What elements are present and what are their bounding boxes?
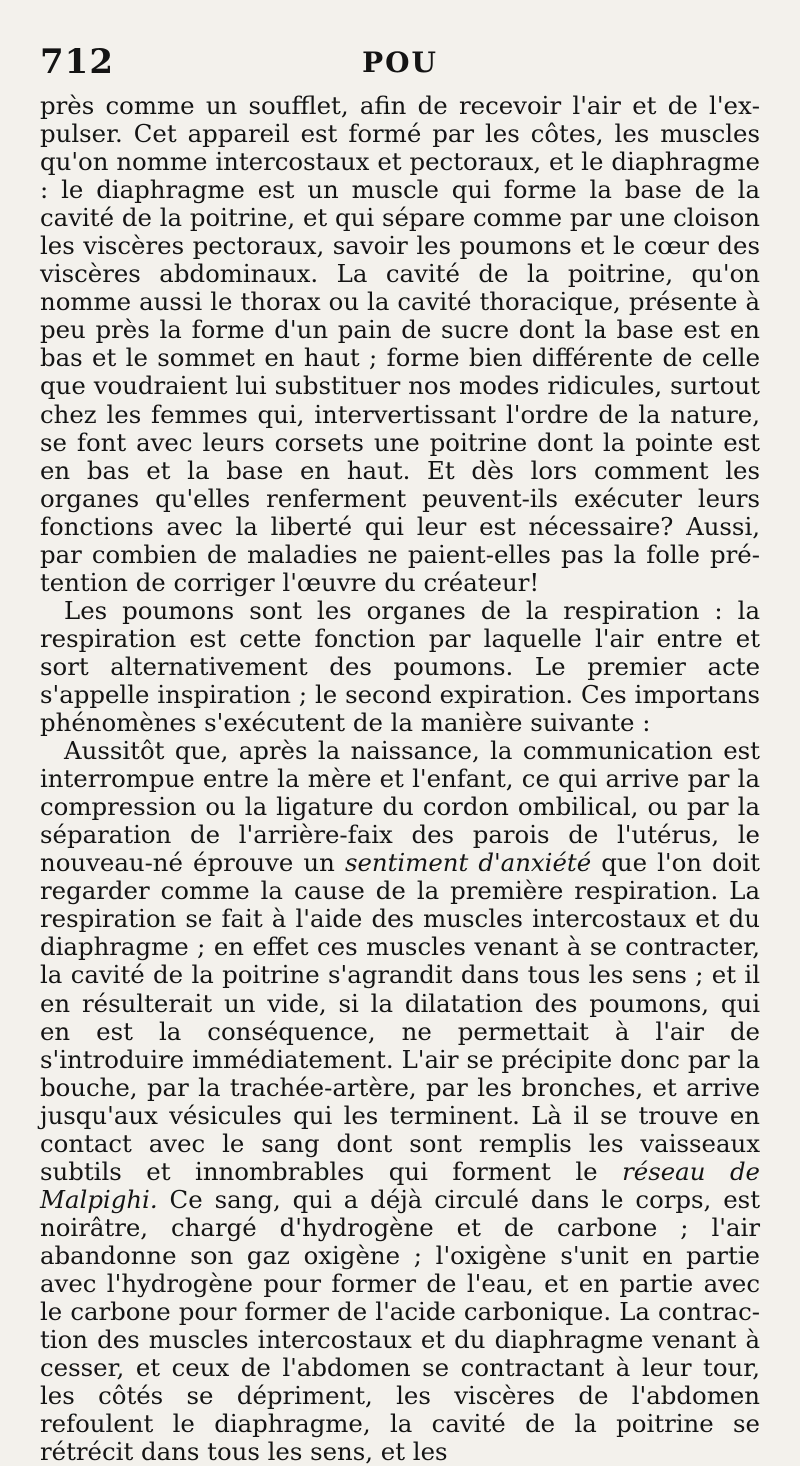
page-header [40, 42, 760, 92]
paragraph-2 [40, 597, 760, 737]
page-number: 712 [40, 42, 114, 82]
paragraph-text: que l'on doit regarder comme la cause de la première respiration. La respiration se fait à l'aide des muscles intercostaux et du diaphragme ; en effet ces muscles venant à se contracter, la cavité de la poitrine s'agrandit dans tous les sens ; et il en résulterait un vide, si la dilatation des poumons, qui en est la conséquence, ne permettait à l'air de s'introduire immédiatement. L'air se précipite donc par la bouche, par la trachée-artère, par les bronches, et arrive jusqu'aux vésicules qui les terminent. Là il se trouve en contact avec le sang dont sont remplis les vaisseaux subtils et innombrables qui forment le [40, 848, 760, 1186]
paragraph-1 [40, 92, 760, 597]
italic-phrase: sentiment d'anxiété [344, 848, 592, 878]
paragraph-text: Ce sang, qui a déjà circulé dans le corps, est noirâtre, chargé d'hydrogène et de carbone ; l'air abandonne son gaz oxigène ; l'oxigène s'unit en partie avec l'hydrogène pour former de l'eau, et en partie avec le carbone pour former de l'acide carbonique. La contraction des muscles intercostaux et du diaphragme venant à cesser, et ceux de l'abdomen se contractant à leur tour, les côtés se dépriment, les viscères de l'abdomen refoulent le diaphragme, la cavité de la poitrine se rétrécit dans tous les sens, et les [40, 1184, 760, 1466]
running-head: POU [362, 46, 438, 79]
paragraph-text: Les poumons sont les organes de la respiration : la respiration est cette fonction par laquelle l'air entre et sort alternativement des poumons. Le premier acte s'appelle inspiration ; le second expiration. Ces importans phénomènes s'exécutent de la manière suivante : [40, 595, 760, 738]
paragraph-3 [40, 737, 760, 1466]
paragraph-text: près comme un soufflet, afin de recevoir l'air et de l'expulser. Cet appareil est formé par les côtes, les muscles qu'on nomme intercostaux et pectoraux, et le diaphragme : le diaphragme est un muscle qui forme la base de la cavité de la poitrine, et qui sépare comme par une cloison les viscères pectoraux, savoir les poumons et le cœur des viscères abdominaux. La cavité de la poitrine, qu'on nomme aussi le thorax ou la cavité thoracique, présente à peu près la forme d'un pain de sucre dont la base est en bas et le sommet en haut ; forme bien différente de celle que voudraient lui substituer nos modes ridicules, surtout chez les femmes qui, intervertissant l'ordre de la nature, se font avec leurs corsets une poitrine dont la pointe est en bas et la base en haut. Et dès lors comment les organes qu'elles renferment peuvent-ils exécuter leurs fonctions avec la liberté qui leur est nécessaire? Aussi, par combien de maladies ne paient-elles pas la folle prétention de corriger l'œuvre du créateur! [40, 91, 760, 597]
paragraph-text: Aussitôt que, après la naissance, la communication est interrompue entre la mère et l'enfant, ce qui arrive par la compression ou la ligature du cordon ombilical, ou par la séparation de l'arrière-faix des parois de l'utérus, le nouveau-né éprouve un [40, 736, 760, 878]
italic-term: réseau de Malpighi. [40, 1156, 760, 1214]
body-text [40, 92, 760, 1466]
